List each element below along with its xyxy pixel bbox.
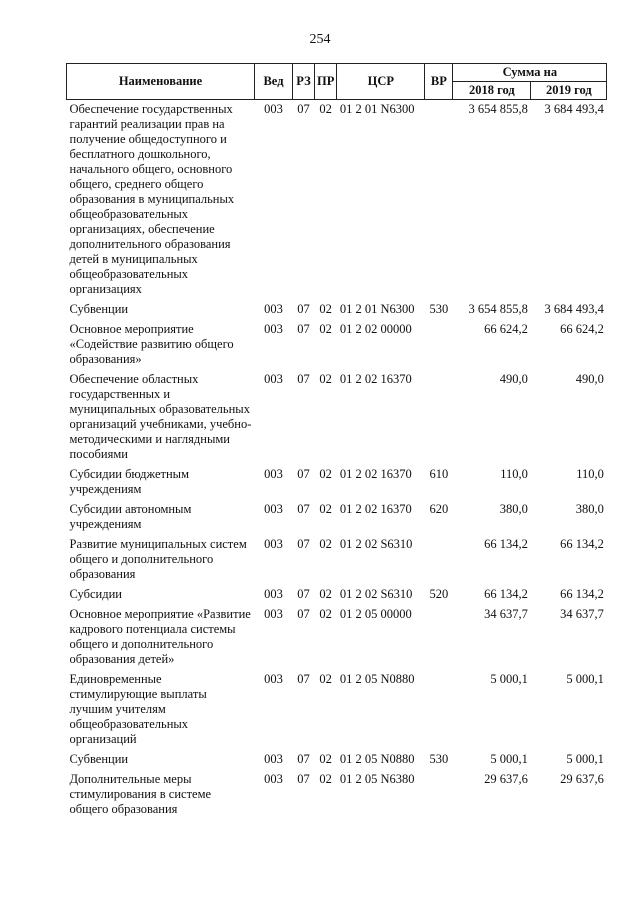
row-csr: 01 2 02 S6310 bbox=[339, 537, 413, 551]
row-vr bbox=[425, 370, 453, 465]
table-row bbox=[67, 585, 607, 605]
row-sum-2018: 5 000,1 bbox=[490, 752, 528, 766]
row-rz: 07 bbox=[297, 322, 310, 336]
row-rz: 07 bbox=[297, 102, 310, 116]
row-vr bbox=[425, 535, 453, 585]
row-sum-2019: 66 624,2 bbox=[560, 322, 604, 336]
table-header bbox=[67, 64, 607, 100]
row-name: Дополнительные меры стимулирования в системе общего образования bbox=[69, 772, 212, 816]
row-rz: 07 bbox=[297, 502, 310, 516]
row-csr: 01 2 01 N6300 bbox=[339, 102, 415, 116]
header-year-2018: 2018 год bbox=[453, 82, 531, 100]
table-row bbox=[67, 605, 607, 670]
row-pr: 02 bbox=[319, 467, 332, 481]
row-ved: 003 bbox=[264, 467, 283, 481]
row-sum-2019: 29 637,6 bbox=[560, 772, 604, 786]
row-vr: 620 bbox=[429, 502, 449, 516]
row-pr: 02 bbox=[319, 587, 332, 601]
row-name: Субсидии бюджетным учреждениям bbox=[69, 467, 189, 496]
header-sum-group: Сумма на bbox=[453, 64, 607, 82]
row-csr: 01 2 05 00000 bbox=[339, 607, 412, 621]
row-sum-2018: 66 134,2 bbox=[484, 587, 528, 601]
row-rz: 07 bbox=[297, 372, 310, 386]
row-sum-2019: 490,0 bbox=[575, 372, 604, 386]
row-rz: 07 bbox=[297, 772, 310, 786]
row-name: Развитие муниципальных систем общего и дополнительного образования bbox=[69, 537, 247, 581]
row-csr: 01 2 01 N6300 bbox=[339, 302, 415, 316]
row-sum-2018: 3 654 855,8 bbox=[468, 302, 528, 316]
row-rz: 07 bbox=[297, 467, 310, 481]
row-sum-2019: 380,0 bbox=[575, 502, 604, 516]
row-sum-2018: 3 654 855,8 bbox=[468, 102, 528, 116]
row-vr: 530 bbox=[429, 752, 449, 766]
table-row bbox=[67, 320, 607, 370]
table-row bbox=[67, 770, 607, 820]
table-row bbox=[67, 465, 607, 500]
row-pr: 02 bbox=[319, 607, 332, 621]
row-ved: 003 bbox=[264, 672, 283, 686]
header-pr: ПР bbox=[315, 64, 337, 100]
row-csr: 01 2 02 16370 bbox=[339, 467, 412, 481]
row-rz: 07 bbox=[297, 537, 310, 551]
row-sum-2018: 66 134,2 bbox=[484, 537, 528, 551]
row-name: Основное мероприятие «Развитие кадрового потенциала системы общего и дополнительного образования детей» bbox=[69, 607, 251, 666]
table-row bbox=[67, 500, 607, 535]
row-csr: 01 2 02 00000 bbox=[339, 322, 412, 336]
row-sum-2018: 34 637,7 bbox=[484, 607, 528, 621]
row-sum-2019: 5 000,1 bbox=[566, 672, 604, 686]
row-pr: 02 bbox=[319, 322, 332, 336]
row-rz: 07 bbox=[297, 672, 310, 686]
row-vr: 530 bbox=[429, 302, 449, 316]
row-sum-2018: 110,0 bbox=[500, 467, 528, 481]
row-rz: 07 bbox=[297, 607, 310, 621]
row-vr: 610 bbox=[429, 467, 449, 481]
row-sum-2019: 5 000,1 bbox=[566, 752, 604, 766]
row-vr bbox=[425, 320, 453, 370]
table-body bbox=[67, 100, 607, 821]
row-sum-2018: 490,0 bbox=[499, 372, 528, 386]
row-ved: 003 bbox=[264, 587, 283, 601]
row-sum-2019: 3 684 493,4 bbox=[544, 302, 604, 316]
row-csr: 01 2 02 16370 bbox=[339, 502, 412, 516]
row-vr bbox=[425, 100, 453, 301]
row-name: Субсидии bbox=[69, 587, 122, 601]
row-ved: 003 bbox=[264, 102, 283, 116]
row-ved: 003 bbox=[264, 772, 283, 786]
row-pr: 02 bbox=[319, 102, 332, 116]
row-pr: 02 bbox=[319, 302, 332, 316]
table-row bbox=[67, 100, 607, 301]
row-pr: 02 bbox=[319, 537, 332, 551]
row-csr: 01 2 05 N0880 bbox=[339, 672, 415, 686]
header-year-2019: 2019 год bbox=[531, 82, 607, 100]
header-rz: РЗ bbox=[293, 64, 315, 100]
row-sum-2019: 3 684 493,4 bbox=[544, 102, 604, 116]
row-name: Обеспечение областных государственных и муниципальных образовательных организаций учебниками, учебно-методическими и наглядными пособиями bbox=[69, 372, 252, 461]
row-ved: 003 bbox=[264, 302, 283, 316]
row-name: Основное мероприятие «Содействие развитию общего образования» bbox=[69, 322, 234, 366]
row-csr: 01 2 02 16370 bbox=[339, 372, 412, 386]
row-vr bbox=[425, 605, 453, 670]
row-csr: 01 2 05 N0880 bbox=[339, 752, 415, 766]
table-row bbox=[67, 535, 607, 585]
row-pr: 02 bbox=[319, 502, 332, 516]
row-vr bbox=[425, 670, 453, 750]
row-sum-2019: 110,0 bbox=[576, 467, 604, 481]
budget-table bbox=[66, 63, 607, 820]
row-csr: 01 2 05 N6380 bbox=[339, 772, 415, 786]
row-sum-2018: 5 000,1 bbox=[490, 672, 528, 686]
row-ved: 003 bbox=[264, 372, 283, 386]
header-csr: ЦСР bbox=[337, 64, 425, 100]
row-vr: 520 bbox=[429, 587, 449, 601]
header-vr: ВР bbox=[425, 64, 453, 100]
table-row bbox=[67, 670, 607, 750]
row-ved: 003 bbox=[264, 752, 283, 766]
row-sum-2018: 66 624,2 bbox=[484, 322, 528, 336]
row-pr: 02 bbox=[319, 372, 332, 386]
row-name: Субвенции bbox=[69, 302, 129, 316]
row-sum-2019: 66 134,2 bbox=[560, 537, 604, 551]
table-row bbox=[67, 300, 607, 320]
table-row bbox=[67, 370, 607, 465]
row-ved: 003 bbox=[264, 322, 283, 336]
row-csr: 01 2 02 S6310 bbox=[339, 587, 413, 601]
row-name: Субсидии автономным учреждениям bbox=[69, 502, 192, 531]
page-number: 254 bbox=[309, 32, 331, 47]
row-pr: 02 bbox=[319, 672, 332, 686]
row-vr bbox=[425, 770, 453, 820]
row-pr: 02 bbox=[319, 772, 332, 786]
row-name: Единовременные стимулирующие выплаты лучшим учителям общеобразовательных организаций bbox=[69, 672, 207, 746]
row-rz: 07 bbox=[297, 302, 310, 316]
row-ved: 003 bbox=[264, 607, 283, 621]
row-rz: 07 bbox=[297, 587, 310, 601]
row-pr: 02 bbox=[319, 752, 332, 766]
row-ved: 003 bbox=[264, 502, 283, 516]
row-sum-2018: 29 637,6 bbox=[484, 772, 528, 786]
row-name: Субвенции bbox=[69, 752, 129, 766]
row-sum-2019: 34 637,7 bbox=[560, 607, 604, 621]
row-name: Обеспечение государственных гарантий реализации прав на получение общедоступного и бесплатного дошкольного, начального общего, основного общего, среднего общего образования в муниципальных общеобразовательных организациях, обеспечение дополнительного образования детей в муниципальных общеобразовательных организациях bbox=[69, 102, 235, 296]
row-sum-2019: 66 134,2 bbox=[560, 587, 604, 601]
table-row bbox=[67, 750, 607, 770]
row-sum-2018: 380,0 bbox=[499, 502, 528, 516]
row-rz: 07 bbox=[297, 752, 310, 766]
row-ved: 003 bbox=[264, 537, 283, 551]
header-ved: Вед bbox=[255, 64, 293, 100]
header-name: Наименование bbox=[67, 64, 255, 100]
